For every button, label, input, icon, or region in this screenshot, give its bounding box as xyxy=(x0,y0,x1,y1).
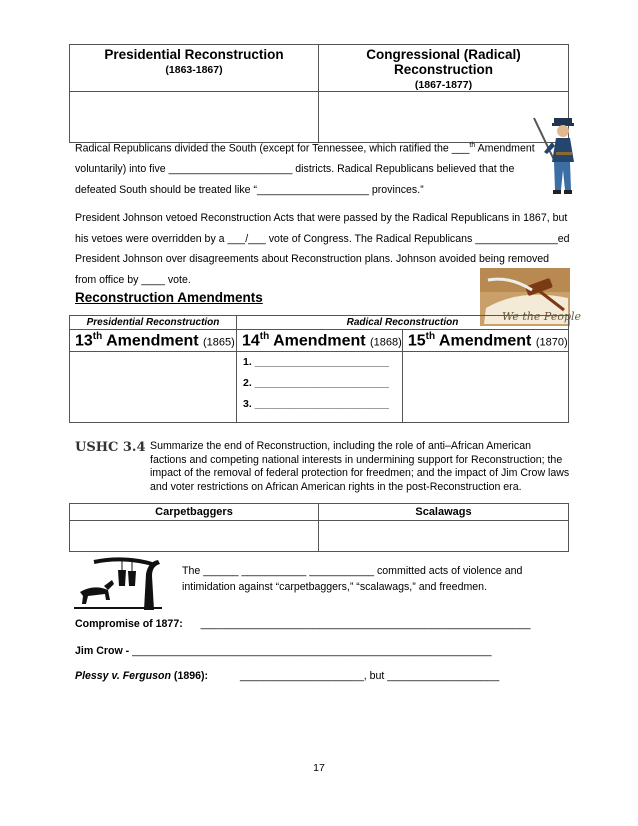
amendment-15-header: 15th Amendment (1870) xyxy=(402,330,568,352)
kkk-warning-illustration xyxy=(74,556,162,612)
amendments-table xyxy=(69,315,569,423)
reconstruction-amendments-heading: Reconstruction Amendments xyxy=(75,290,263,305)
presidential-reconstruction-label: Presidential Reconstruction xyxy=(70,316,237,330)
johnson-veto-paragraph: President Johnson vetoed Reconstruction Acts that were passed by the Radical Republicans in 1867, but his vetoes were overridden by a ___/___ vote of Congress. The Radical Republicans ______________ed President Johnson over disagreements about Reconstruction plans. Johnson avoided being removed from office by ____ vote. xyxy=(75,212,570,286)
presidential-answer-cell[interactable] xyxy=(70,92,319,143)
carpetbaggers-answer-cell[interactable] xyxy=(70,521,319,552)
scalawags-answer-cell[interactable] xyxy=(319,521,569,552)
scalawags-header: Scalawags xyxy=(319,504,569,521)
page-number: 17 xyxy=(313,762,325,774)
amendment-14-answer-list[interactable]: 1. _______________________ 2. _______________________ 3. _______________________ xyxy=(237,352,403,423)
congressional-header: Congressional (Radical) Reconstruction (1867-1877) xyxy=(319,45,569,92)
radical-republicans-paragraph: Radical Republicans divided the South (except for Tennessee, which ratified the ___$^{th}$ Amendment voluntarily) into five _____________________ districts. Radical Republicans believed that the defeated South should be treated like “___________________ provinces.” xyxy=(75,142,535,196)
amendment-14-header: 14th Amendment (1868) xyxy=(237,330,403,352)
compromise-1877-line: Compromise of 1877: ________________________________________________________ xyxy=(75,618,531,630)
amendment-13-header: 13th Amendment (1865) xyxy=(70,330,237,352)
carpetbaggers-scalawags-table xyxy=(69,503,569,552)
standard-code: USHC 3.4 xyxy=(75,440,146,455)
union-soldier-illustration xyxy=(530,112,584,200)
kkk-fill-in-text: The ______ ___________ ___________ committed acts of violence and intimidation against “carpetbaggers,” “scalawags,” and freedmen. xyxy=(182,565,523,593)
standard-description: Summarize the end of Reconstruction, including the role of anti–African American factions and competing national interests in undermining support for Reconstruction; the impact of the removal of federal protection for freedmen; and the impact of Jim Crow laws and voter restrictions on African American rights in the post-Reconstruction era. xyxy=(150,440,570,493)
jim-crow-line: Jim Crow - _____________________________________________________________ xyxy=(75,645,492,657)
svg-text:We the People: We the People xyxy=(502,310,582,323)
reconstruction-plans-table xyxy=(69,44,569,143)
amendment-15-answer-cell[interactable] xyxy=(402,352,568,423)
radical-reconstruction-label: Radical Reconstruction xyxy=(237,316,569,330)
plessy-ferguson-line: Plessy v. Ferguson (1896): _____________________, but ___________________ xyxy=(75,670,500,682)
amendment-13-answer-cell[interactable] xyxy=(70,352,237,423)
presidential-header: Presidential Reconstruction (1863-1867) xyxy=(70,45,319,92)
carpetbaggers-header: Carpetbaggers xyxy=(70,504,319,521)
